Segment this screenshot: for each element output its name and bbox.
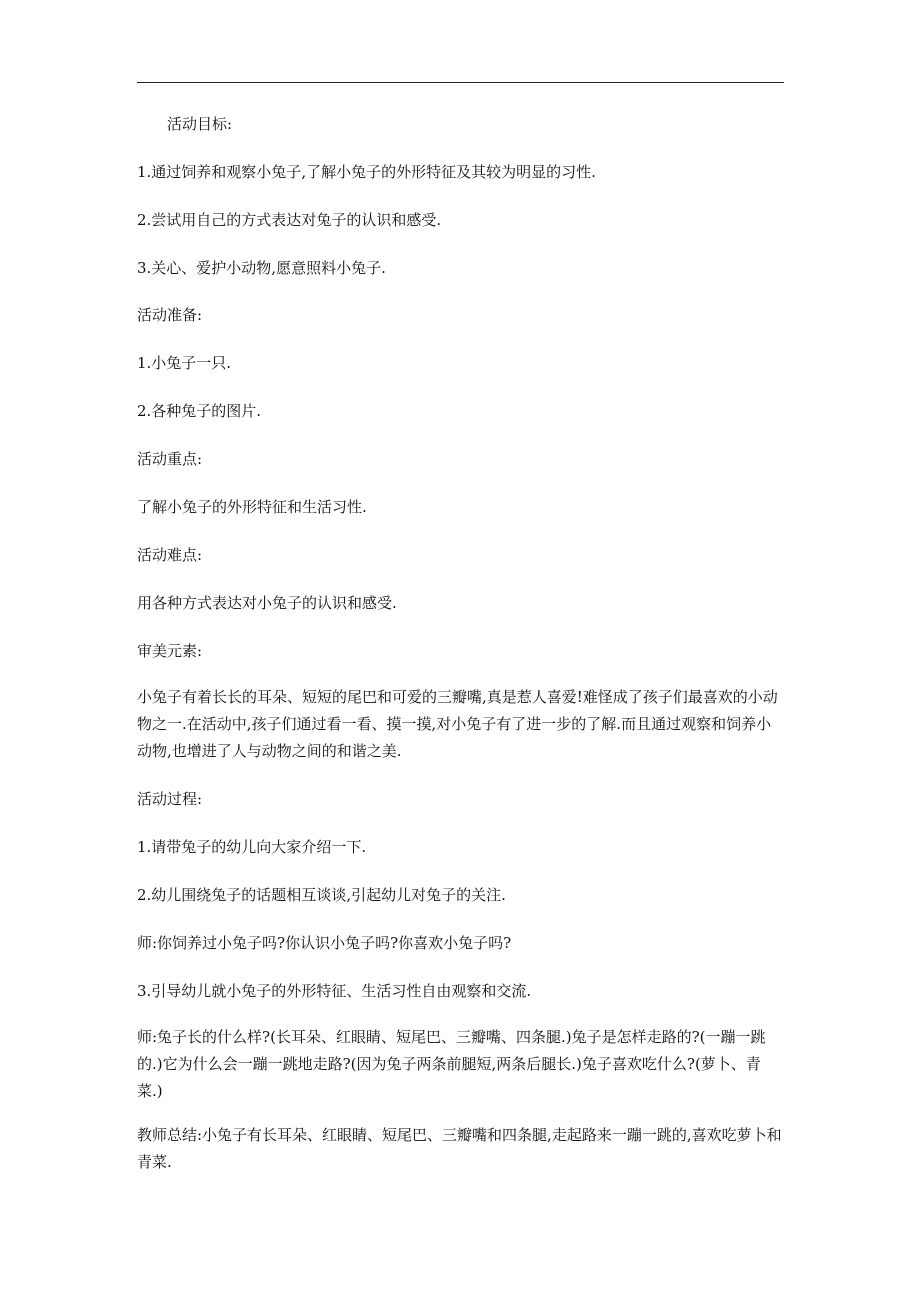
- heading-difficulties: 活动难点:: [137, 546, 203, 564]
- process-1: 1.请带兔子的幼儿向大家介绍一下.: [137, 838, 367, 856]
- key-points-text: 了解小兔子的外形特征和生活习性.: [137, 498, 367, 516]
- teacher-question-2: 师:兔子长的什么样?(长耳朵、红眼睛、短尾巴、三瓣嘴、四条腿.)兔子是怎样走路的?(一蹦一跳的.)它为什么会一蹦一跳地走路?(因为兔子两条前腿短,两条后腿长.)兔子喜欢吃什么?(萝卜、青菜.): [137, 1028, 766, 1100]
- aesthetic-elements-text: 小兔子有着长长的耳朵、短短的尾巴和可爱的三瓣嘴,真是惹人喜爱!难怪成了孩子们最喜欢的小动物之一.在活动中,孩子们通过看一看、摸一摸,对小兔子有了进一步的了解.而且通过观察和饲养小动物,也增进了人与动物之间的和谐之美.: [137, 688, 778, 760]
- goal-3: 3.关心、爱护小动物,愿意照料小兔子.: [137, 259, 386, 277]
- preparation-1: 1.小兔子一只.: [137, 354, 232, 372]
- heading-activity-preparation: 活动准备:: [137, 306, 203, 324]
- goal-2: 2.尝试用自己的方式表达对兔子的认识和感受.: [137, 211, 442, 229]
- difficulties-text: 用各种方式表达对小兔子的认识和感受.: [137, 594, 397, 612]
- header-rule: [137, 82, 784, 83]
- heading-activity-process: 活动过程:: [137, 790, 203, 808]
- heading-activity-goals: 活动目标:: [167, 115, 233, 133]
- teacher-question-1: 师:你饲养过小兔子吗?你认识小兔子吗?你喜欢小兔子吗?: [137, 934, 512, 952]
- goal-1: 1.通过饲养和观察小兔子,了解小兔子的外形特征及其较为明显的习性.: [137, 163, 596, 181]
- process-2: 2.幼儿围绕兔子的话题相互谈谈,引起幼儿对兔子的关注.: [137, 886, 506, 904]
- heading-aesthetic-elements: 审美元素:: [137, 642, 203, 660]
- heading-key-points: 活动重点:: [137, 450, 203, 468]
- preparation-2: 2.各种兔子的图片.: [137, 402, 262, 420]
- teacher-summary: 教师总结:小兔子有长耳朵、红眼睛、短尾巴、三瓣嘴和四条腿,走起路来一蹦一跳的,喜欢吃萝卜和青菜.: [137, 1126, 782, 1171]
- process-3: 3.引导幼儿就小兔子的外形特征、生活习性自由观察和交流.: [137, 982, 532, 1000]
